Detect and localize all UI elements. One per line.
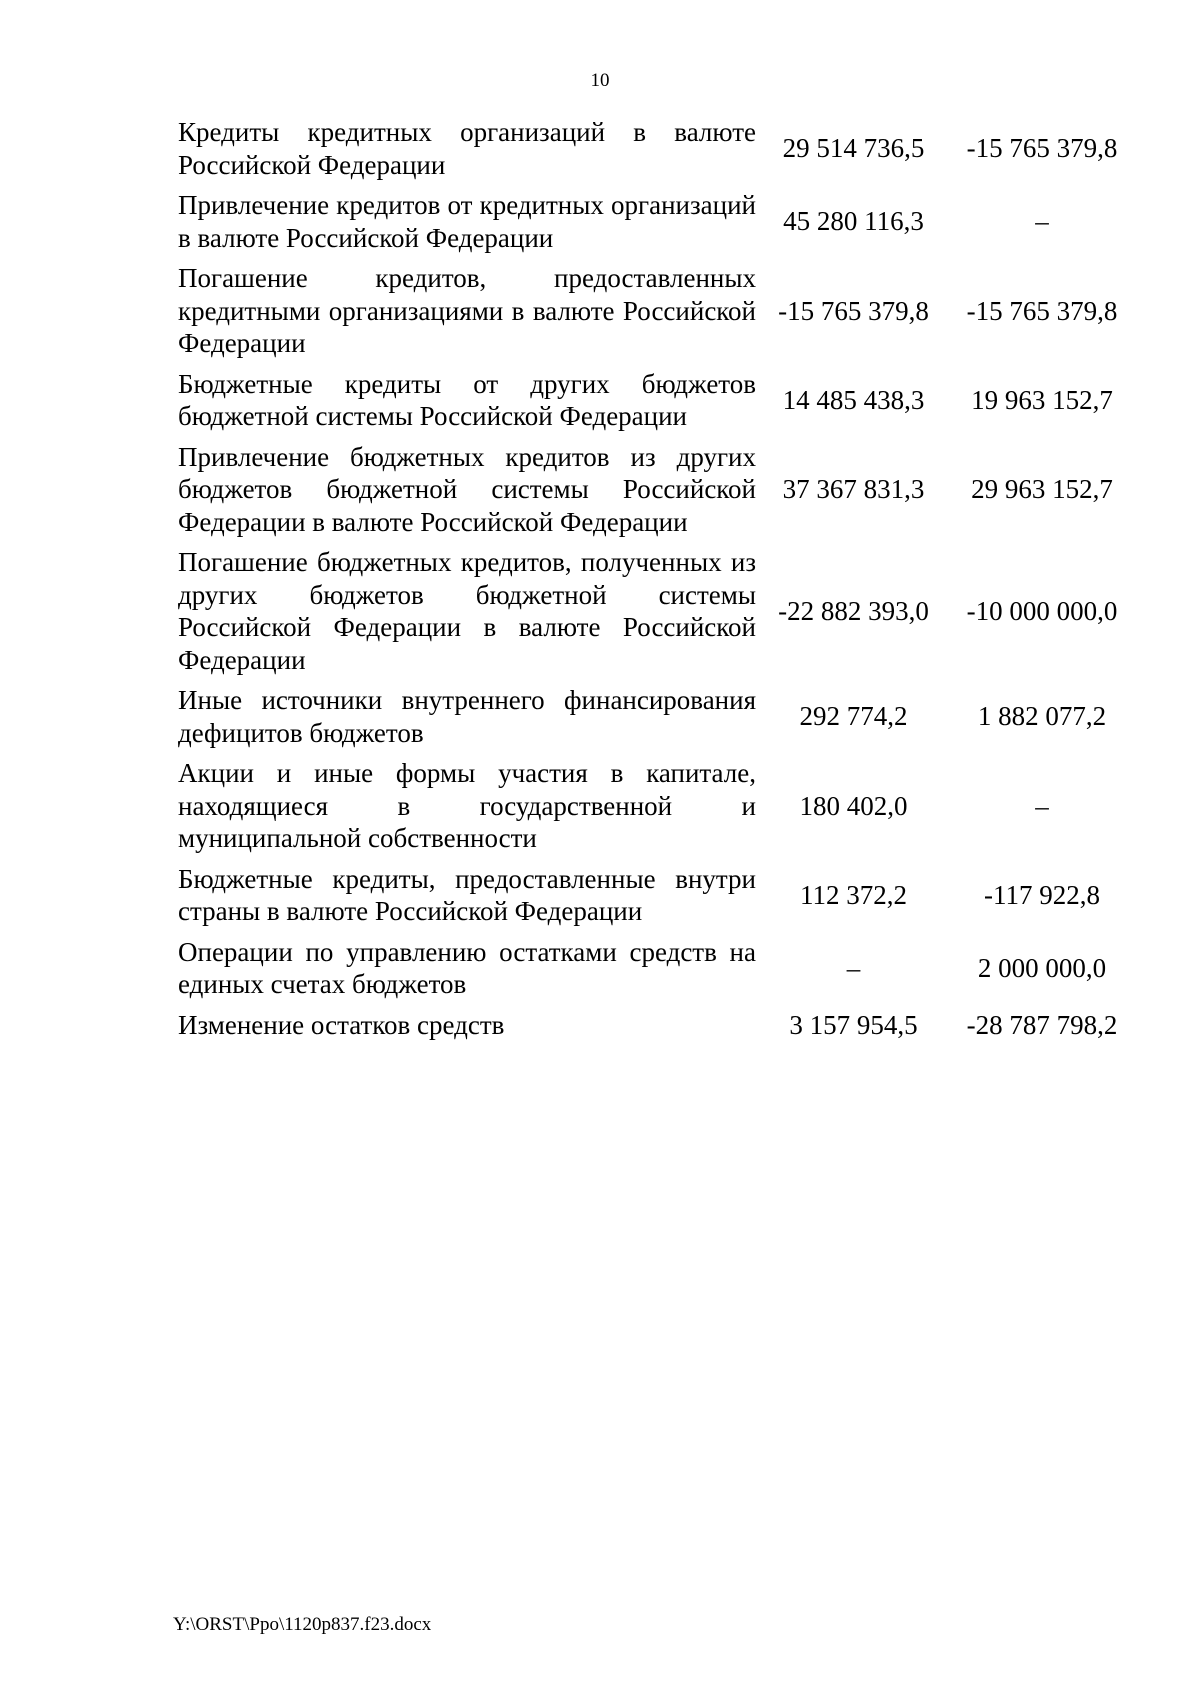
value-column-2: 2 000 000,0	[977, 952, 1107, 983]
table-row	[178, 684, 1133, 749]
value-column-1: –	[846, 952, 861, 983]
table-row	[178, 189, 1133, 254]
row-label: Привлечение бюджетных кредитов из других бюджетов бюджетной системы Российской Федерации в валюте Российской Федерации	[178, 441, 756, 537]
table-row	[178, 368, 1133, 433]
row-label: Операции по управлению остатками средств на единых счетах бюджетов	[178, 936, 756, 999]
row-label: Привлечение кредитов от кредитных организаций в валюте Российской Федерации	[178, 190, 756, 253]
value-column-2: 19 963 152,7	[971, 384, 1113, 415]
row-label: Бюджетные кредиты, предоставленные внутри страны в валюте Российской Федерации	[178, 863, 756, 926]
value-column-2: –	[1035, 206, 1049, 237]
value-column-2: 1 882 077,2	[977, 701, 1107, 732]
row-label: Изменение остатков средств	[178, 1009, 505, 1040]
value-column-2: -15 765 379,8	[966, 295, 1118, 326]
table-row	[178, 757, 1133, 855]
value-column-1: 180 402,0	[799, 790, 908, 821]
row-label: Погашение кредитов, предоставленных кредитными организациями в валюте Российской Федерации	[178, 263, 756, 358]
value-column-2: 29 963 152,7	[971, 474, 1113, 504]
value-column-1: -22 882 393,0	[778, 595, 929, 626]
value-column-1: 292 774,2	[799, 701, 908, 732]
table-row	[178, 936, 1133, 1001]
value-column-2: -28 787 798,2	[966, 1009, 1118, 1040]
table-row	[178, 1009, 1133, 1042]
value-column-2: -10 000 000,0	[966, 595, 1118, 626]
value-column-2: -15 765 379,8	[966, 133, 1118, 164]
financing-sources-table	[178, 116, 1133, 1049]
value-column-1: 29 514 736,5	[782, 133, 925, 164]
row-label: Бюджетные кредиты от других бюджетов бюджетной системы Российской Федерации	[178, 368, 756, 431]
value-column-1: 37 367 831,3	[782, 474, 925, 504]
value-column-1: 112 372,2	[800, 879, 907, 910]
row-label: Погашение бюджетных кредитов, полученных из других бюджетов бюджетной системы Российской Федерации в валюте Российской Федерации	[178, 547, 756, 675]
value-column-1: 14 485 438,3	[782, 384, 925, 415]
table-row	[178, 546, 1133, 676]
row-label: Акции и иные формы участия в капитале, находящиеся в государственной и муниципальной собственности	[178, 758, 756, 853]
page-number: 10	[590, 70, 610, 91]
table-row	[178, 262, 1133, 360]
row-label: Кредиты кредитных организаций в валюте Российской Федерации	[178, 117, 756, 180]
value-column-1: 3 157 954,5	[789, 1009, 918, 1040]
table-row	[178, 863, 1133, 928]
table-row	[178, 441, 1133, 539]
value-column-2: -117 922,8	[984, 879, 1100, 910]
row-label: Иные источники внутреннего финансирования дефицитов бюджетов	[178, 685, 756, 748]
value-column-2: –	[1035, 790, 1049, 821]
document-file-path: Y:\ORST\Ppo\1120p837.f23.docx	[173, 1614, 432, 1635]
value-column-1: -15 765 379,8	[778, 295, 929, 326]
table-row	[178, 116, 1133, 181]
value-column-1: 45 280 116,3	[783, 206, 924, 237]
